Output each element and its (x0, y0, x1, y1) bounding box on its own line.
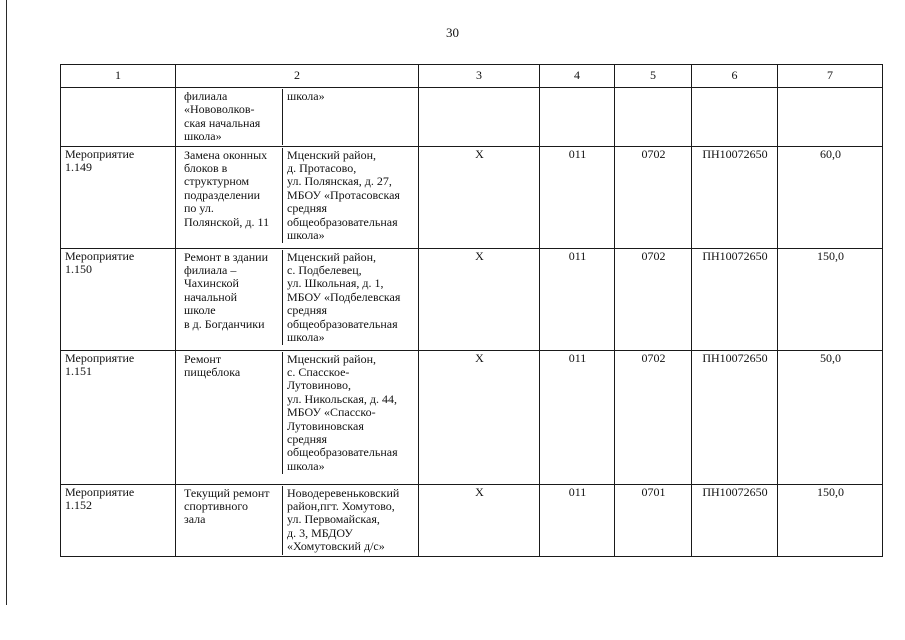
col3-cell: Х (419, 484, 540, 556)
header-cell-3: 3 (419, 65, 540, 88)
col7-cell: 60,0 (778, 146, 883, 248)
event-cell: Мероприятие 1.152 (61, 484, 176, 556)
col5-cell (615, 88, 692, 147)
work-description: Текущий ремонт спортивного зала (180, 486, 283, 555)
table-row (61, 248, 883, 350)
col6-cell (692, 88, 778, 147)
event-cell: Мероприятие 1.149 (61, 146, 176, 248)
object-address: Мценский район, с. Подбелевец, ул. Школьная, д. 1, МБОУ «Подбелевская средняя общеобразовательная школа» (287, 249, 401, 345)
col4-cell: 011 (540, 350, 615, 484)
col3-cell: Х (419, 248, 540, 350)
header-cell-5: 5 (615, 65, 692, 88)
col6-cell: ПН10072650 (692, 484, 778, 556)
header-row (61, 65, 883, 88)
event-cell: Мероприятие 1.150 (61, 248, 176, 350)
col6-cell: ПН10072650 (692, 248, 778, 350)
col4-cell: 011 (540, 146, 615, 248)
object-address: школа» (287, 89, 325, 103)
event-cell: Мероприятие 1.151 (61, 350, 176, 484)
work-description: Ремонт пищеблока (180, 352, 283, 475)
col5-cell: 0702 (615, 146, 692, 248)
col4-cell (540, 88, 615, 147)
header-cell-6: 6 (692, 65, 778, 88)
col3-cell (419, 88, 540, 147)
col5-cell: 0702 (615, 350, 692, 484)
col6-cell: ПН10072650 (692, 146, 778, 248)
col3-cell: Х (419, 350, 540, 484)
work-description: Ремонт в здании филиала – Чахинской начальной школе в д. Богданчики (180, 250, 283, 346)
col4-cell: 011 (540, 484, 615, 556)
col4-cell: 011 (540, 248, 615, 350)
object-address: Мценский район, с. Спасское- Лутовиново, ул. Никольская, д. 44, МБОУ «Спасско- Лутовиновская средняя общеобразовательная школа» (287, 351, 398, 473)
object-address: Новодеревеньковский район,пгт. Хомутово, ул. Первомайская, д. 3, МБДОУ «Хомутовский д/с» (287, 485, 400, 554)
work-address-cell (176, 484, 419, 556)
col6-cell: ПН10072650 (692, 350, 778, 484)
work-address-cell (176, 248, 419, 350)
col7-cell (778, 88, 883, 147)
header-cell-2: 2 (176, 65, 419, 88)
scan-edge-line (6, 0, 7, 605)
work-address-cell (176, 146, 419, 248)
col3-cell: Х (419, 146, 540, 248)
col7-cell: 150,0 (778, 484, 883, 556)
col5-cell: 0701 (615, 484, 692, 556)
table-row (61, 88, 883, 147)
page-number: 30 (446, 25, 459, 40)
col7-cell: 150,0 (778, 248, 883, 350)
work-description: филиала «Нововолков- ская начальная школа» (180, 89, 283, 145)
header-cell-7: 7 (778, 65, 883, 88)
table-row (61, 484, 883, 556)
header-cell-1: 1 (61, 65, 176, 88)
table-row (61, 146, 883, 248)
table-row (61, 350, 883, 484)
header-cell-4: 4 (540, 65, 615, 88)
work-description: Замена оконных блоков в структурном подразделении по ул. Полянской, д. 11 (180, 148, 283, 244)
budget-table (60, 64, 883, 557)
object-address: Мценский район, д. Протасово, ул. Полянская, д. 27, МБОУ «Протасовская средняя общеобразовательная школа» (287, 147, 400, 243)
event-cell (61, 88, 176, 147)
work-address-cell (176, 88, 419, 147)
work-address-cell (176, 350, 419, 484)
col7-cell: 50,0 (778, 350, 883, 484)
col5-cell: 0702 (615, 248, 692, 350)
